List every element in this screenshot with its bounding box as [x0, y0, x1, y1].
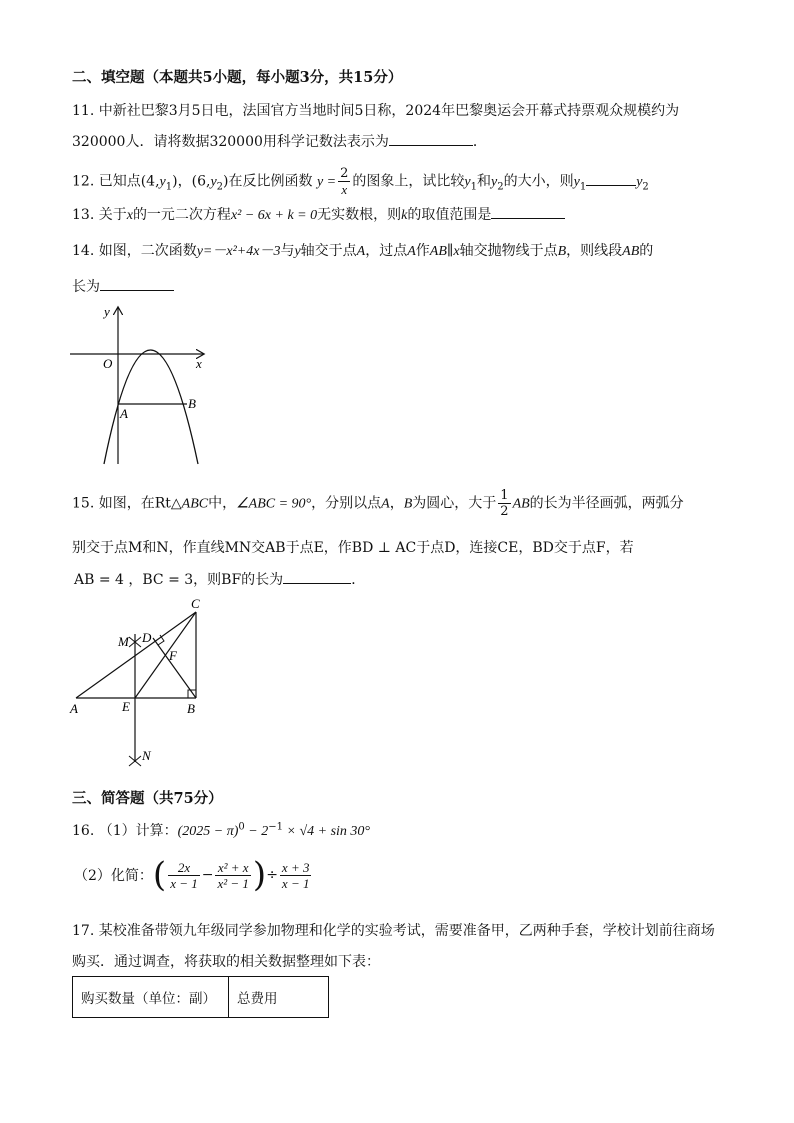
q15-label-B: B — [187, 701, 195, 716]
q12-text-a: 12. 已知点 — [72, 173, 141, 190]
q12-y-5: y — [573, 174, 580, 190]
q12-sub-6: 2 — [642, 181, 649, 193]
q12-point1-open: (4, — [140, 173, 160, 190]
question-15-line-1 — [72, 488, 684, 519]
q16-exp-m1: −1 — [268, 821, 283, 833]
q15-frac-den: 2 — [500, 504, 509, 519]
q14-text-a: 14. 如图，二次函数 — [72, 243, 197, 259]
q16-divide: ÷ — [266, 867, 278, 883]
q14-text-h: 的 — [639, 243, 654, 259]
table-header-total-cost: 总费用 — [229, 977, 329, 1018]
q15-text-a: 15. 如图，在Rt△ — [72, 495, 182, 512]
question-11-line-1: 11. 中新社巴黎3月5日电，法国官方当地时间5日称，2024年巴黎奥运会开幕式持票观众规模约为 — [72, 103, 680, 119]
q14-text-d: ，过点 — [365, 243, 408, 259]
q16-expr-a: (2025 − π) — [177, 824, 239, 839]
q16-f2-num: x² + x — [215, 860, 250, 876]
q12-sub-2: 2 — [216, 181, 224, 193]
q15-triangle-figure — [66, 596, 216, 776]
q16-f2-den: x² − 1 — [217, 875, 249, 891]
question-11-end: ． — [472, 134, 487, 150]
q13-text-c: 无实数根，则 — [317, 207, 402, 223]
q14-B: B — [557, 244, 567, 259]
q16-expr-c: × √4 + sin 30° — [283, 824, 371, 839]
q16-fraction-1 — [168, 860, 200, 891]
q14-label-B: B — [188, 396, 196, 411]
q12-sub-1: 1 — [165, 181, 173, 193]
question-17-line-2: 购买．通过调查，将获取的相关数据整理如下表： — [72, 954, 380, 970]
q15-text-d: 为圆心，大于 — [412, 495, 497, 512]
question-15-line-3 — [74, 569, 365, 589]
q16-text-b: （2）化简： — [74, 868, 153, 884]
q15-text-e: 的长为半径画弧，两弧分 — [529, 495, 684, 512]
question-14-line-2 — [72, 276, 174, 296]
q12-sub-3: 1 — [470, 181, 477, 193]
q15-label-N: N — [142, 748, 151, 763]
q13-k: k — [401, 208, 408, 223]
q12-y-2: y — [210, 174, 217, 190]
q14-label-O: O — [103, 356, 113, 371]
section-title-fill-in: 二、填空题（本题共5小题，每小题3分，共15分） — [72, 69, 403, 86]
q15-frac-num: 1 — [500, 488, 509, 503]
q16-left-paren: ( — [152, 855, 167, 895]
q15-label-M: M — [118, 634, 129, 649]
q16-f1-den: x − 1 — [170, 875, 198, 891]
q16-minus: − — [201, 867, 214, 883]
q14-x: x — [453, 244, 460, 259]
q14-A-2: A — [407, 244, 416, 259]
q12-text-d: 的大小，则 — [503, 173, 574, 190]
q12-text-b: 在反比例函数 — [228, 173, 313, 190]
section-title-answer: 三、简答题（共75分） — [72, 790, 223, 807]
answer-blank-11[interactable] — [389, 131, 473, 146]
q12-point1-close: )， — [172, 173, 192, 190]
q15-AB: AB — [512, 496, 530, 512]
q17-data-table — [72, 976, 329, 1018]
q15-label-F: F — [169, 648, 177, 663]
q15-segment-BD — [153, 638, 196, 698]
q12-y-1: y — [159, 174, 166, 190]
question-13 — [72, 204, 565, 224]
q16-text-a: 16. （1）计算： — [72, 823, 178, 839]
table-row — [73, 977, 329, 1018]
q16-right-paren: ) — [252, 855, 267, 895]
q14-parabola-figure — [70, 300, 220, 470]
q16-fraction-2 — [215, 860, 250, 891]
q15-ABC: ABC — [181, 496, 209, 512]
question-11-text: 320000人．请将数据320000用科学记数法表示为 — [72, 134, 389, 150]
q15-label-E: E — [122, 699, 130, 714]
q12-y-6: y — [636, 174, 643, 190]
q15-label-C: C — [191, 596, 200, 611]
q15-text-g: ． — [351, 572, 366, 588]
q13-text-b: 的一元二次方程 — [132, 207, 231, 223]
q14-text-long: 长为 — [72, 279, 100, 295]
q12-text-c: 的图象上，试比较 — [352, 173, 465, 190]
q13-equation: x² − 6x + k = 0 — [230, 208, 318, 223]
q12-y-3: y — [464, 174, 471, 190]
q16-expr-b: − 2 — [244, 824, 269, 839]
q12-fraction — [338, 166, 350, 197]
q15-label-D: D — [142, 630, 152, 645]
q14-parallel: ∥ — [446, 243, 454, 259]
question-15-line-2: 别交于点M和N，作直线MN交AB于点E，作BD ⊥ AC于点D，连接CE，BD交于点F，若 — [72, 540, 634, 556]
q14-text-g: ，则线段 — [566, 243, 623, 259]
question-14-line-1 — [72, 240, 653, 260]
q14-text-b: 与 — [280, 243, 295, 259]
table-header-quantity: 购买数量（单位：副） — [73, 977, 229, 1018]
q14-text-f: 轴交抛物线于点 — [459, 243, 558, 259]
q13-text-d: 的取值范围是 — [407, 207, 492, 223]
q14-A-1: A — [356, 244, 366, 259]
q12-point2-close: ) — [223, 173, 229, 190]
q14-label-y: y — [104, 304, 110, 319]
q12-and: 和 — [477, 173, 491, 190]
q15-label-A: A — [70, 701, 78, 716]
q14-text-c: 轴交于点 — [300, 243, 357, 259]
answer-blank-14[interactable] — [100, 276, 174, 291]
q16-f1-num: 2x — [168, 860, 200, 876]
question-12 — [72, 166, 649, 197]
q12-frac-num: 2 — [340, 166, 349, 181]
q15-right-angle-D — [158, 635, 164, 645]
q15-fraction — [498, 488, 510, 519]
q12-y-4: y — [491, 174, 498, 190]
q15-text-c: ，分别以点 — [311, 495, 382, 512]
q14-text-e: 作 — [415, 243, 430, 259]
answer-blank-13[interactable] — [491, 204, 565, 219]
q13-text-a: 13. 关于 — [72, 207, 127, 223]
q14-label-x: x — [196, 356, 202, 371]
q12-sub-5: 1 — [579, 181, 587, 193]
q12-frac-den: x — [341, 182, 348, 197]
q15-text-f: AB = 4 ，BC = 3，则BF的长为 — [74, 572, 284, 588]
question-16-part-1 — [72, 820, 370, 840]
q15-B: B — [403, 496, 413, 512]
answer-blank-12[interactable] — [586, 171, 636, 186]
q15-A: A — [381, 496, 390, 512]
answer-blank-15[interactable] — [283, 569, 351, 584]
q14-AB-2: AB — [622, 244, 640, 259]
q16-f3-den: x − 1 — [281, 875, 310, 891]
q12-point2-open: (6, — [191, 173, 211, 190]
q14-label-A: A — [120, 406, 128, 421]
question-16-part-2 — [74, 855, 313, 895]
q13-x: x — [126, 208, 133, 223]
q15-comma: ， — [389, 495, 404, 512]
q16-f3-num: x + 3 — [281, 859, 310, 875]
question-11-line-2 — [72, 131, 487, 151]
q15-side-AC — [76, 612, 196, 698]
q15-angle: ∠ABC = 90° — [236, 496, 312, 512]
q14-y: y — [294, 244, 301, 259]
question-17-line-1: 17. 某校准备带领九年级同学参加物理和化学的实验考试，需要准备甲，乙两种手套，学校计划前往商场 — [72, 923, 715, 939]
q14-equation: y=－x²+4x－3 — [196, 244, 281, 259]
q16-fraction-3 — [280, 860, 312, 891]
q16-exp-0: 0 — [238, 821, 245, 833]
q14-AB-1: AB — [429, 244, 447, 259]
q12-equation: y = — [316, 174, 337, 190]
q12-sub-4: 2 — [497, 181, 504, 193]
q15-text-b: 中， — [208, 495, 237, 512]
